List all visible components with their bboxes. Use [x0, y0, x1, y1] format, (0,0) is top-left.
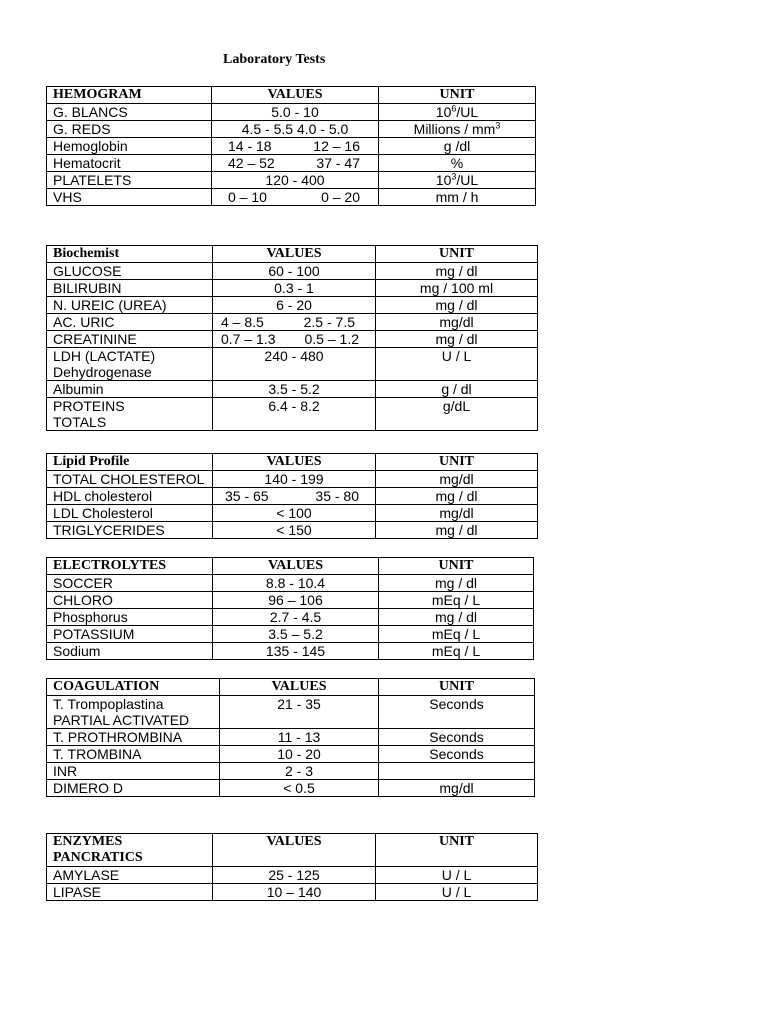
table-row	[47, 609, 534, 626]
test-name: Albumin	[47, 381, 213, 398]
col-header-values: VALUES	[213, 834, 376, 867]
table-row	[47, 746, 535, 763]
test-unit: $10^3/UL$	[379, 172, 536, 189]
test-value: 6.4 - 8.2	[213, 398, 376, 431]
col-header-unit: UNIT	[379, 87, 536, 104]
test-unit: mg / dl	[376, 488, 538, 505]
table-row	[47, 780, 535, 797]
test-name: G. REDS	[47, 121, 212, 138]
test-name: G. BLANCS	[47, 104, 212, 121]
table-header-row	[47, 834, 538, 867]
test-value: 2.7 - 4.5	[213, 609, 379, 626]
test-unit: mg/dl	[376, 314, 538, 331]
table-row	[47, 331, 538, 348]
test-name: LIPASE	[47, 884, 213, 901]
test-unit: mg / dl	[376, 331, 538, 348]
test-name: INR	[47, 763, 220, 780]
test-unit: g /dl	[379, 138, 536, 155]
test-name: PROTEINS TOTALS	[47, 398, 213, 431]
test-value: 140 - 199	[213, 471, 376, 488]
lipid-profile-table	[46, 453, 538, 539]
test-unit: %	[379, 155, 536, 172]
test-name: HDL cholesterol	[47, 488, 213, 505]
test-unit: mg/dl	[379, 780, 535, 797]
table-row	[47, 189, 536, 206]
test-unit	[379, 763, 535, 780]
test-name: T. PROTHROMBINA	[47, 729, 220, 746]
test-value: < 150	[213, 522, 376, 539]
test-unit: U / L	[376, 867, 538, 884]
test-value: 6 - 20	[213, 297, 376, 314]
col-header-unit: UNIT	[376, 454, 538, 471]
test-name: N. UREIC (UREA)	[47, 297, 213, 314]
table-row	[47, 522, 538, 539]
table-row	[47, 643, 534, 660]
test-name: Hemoglobin	[47, 138, 212, 155]
table-row	[47, 104, 536, 121]
test-unit: Millions / $mm^3$	[379, 121, 536, 138]
test-unit: mg / dl	[376, 297, 538, 314]
col-header-unit: UNIT	[379, 558, 534, 575]
col-header-values: VALUES	[220, 679, 379, 696]
table-row	[47, 763, 535, 780]
table-row	[47, 867, 538, 884]
test-value: 10 – 140	[213, 884, 376, 901]
table-header-row	[47, 246, 538, 263]
table-row	[47, 398, 538, 431]
test-unit: g / dl	[376, 381, 538, 398]
enzymes-table	[46, 833, 538, 901]
test-unit: mg / dl	[379, 575, 534, 592]
col-header-test: COAGULATION	[47, 679, 220, 696]
test-unit: mg / dl	[376, 522, 538, 539]
col-header-test: Biochemist	[47, 246, 213, 263]
table-row	[47, 575, 534, 592]
biochemistry-table	[46, 245, 538, 431]
table-row	[47, 696, 535, 729]
test-name: T. TROMBINA	[47, 746, 220, 763]
test-value: 25 - 125	[213, 867, 376, 884]
table-row	[47, 592, 534, 609]
test-unit: mg/dl	[376, 505, 538, 522]
test-value: 8.8 - 10.4	[213, 575, 379, 592]
test-value: 3.5 – 5.2	[213, 626, 379, 643]
test-value: 2 - 3	[220, 763, 379, 780]
table-row	[47, 121, 536, 138]
test-value: 42 – 52 37 - 47	[212, 155, 379, 172]
table-row	[47, 348, 538, 381]
col-header-unit: UNIT	[379, 679, 535, 696]
test-unit: mg/dl	[376, 471, 538, 488]
test-unit: mg / dl	[376, 263, 538, 280]
test-value: 120 - 400	[212, 172, 379, 189]
test-name: TOTAL CHOLESTEROL	[47, 471, 213, 488]
table-row	[47, 314, 538, 331]
table-header-row	[47, 454, 538, 471]
electrolytes-table	[46, 557, 534, 660]
test-unit: Seconds	[379, 696, 535, 729]
table-row	[47, 626, 534, 643]
test-name: Hematocrit	[47, 155, 212, 172]
test-name: Sodium	[47, 643, 213, 660]
test-name: T. Trompoplastina PARTIAL ACTIVATED	[47, 696, 220, 729]
test-unit: mEq / L	[379, 643, 534, 660]
test-value: 4 – 8.5 2.5 - 7.5	[213, 314, 376, 331]
test-value: 135 - 145	[213, 643, 379, 660]
table-header-row	[47, 679, 535, 696]
test-value: < 0.5	[220, 780, 379, 797]
col-header-test: Lipid Profile	[47, 454, 213, 471]
table-row	[47, 505, 538, 522]
coagulation-table	[46, 678, 535, 797]
col-header-test: HEMOGRAM	[47, 87, 212, 104]
test-name: BILIRUBIN	[47, 280, 213, 297]
test-name: PLATELETS	[47, 172, 212, 189]
hemogram-table	[46, 86, 536, 206]
test-name: POTASSIUM	[47, 626, 213, 643]
table-header-row	[47, 558, 534, 575]
test-unit: mm / h	[379, 189, 536, 206]
test-name: LDH (LACTATE) Dehydrogenase	[47, 348, 213, 381]
col-header-values: VALUES	[213, 558, 379, 575]
table-row	[47, 172, 536, 189]
test-value: 0.3 - 1	[213, 280, 376, 297]
col-header-values: VALUES	[212, 87, 379, 104]
test-unit: mEq / L	[379, 626, 534, 643]
col-header-values: VALUES	[213, 454, 376, 471]
test-name: AC. URIC	[47, 314, 213, 331]
test-name: CHLORO	[47, 592, 213, 609]
col-header-unit: UNIT	[376, 246, 538, 263]
test-value: 3.5 - 5.2	[213, 381, 376, 398]
test-unit: g/dL	[376, 398, 538, 431]
table-row	[47, 297, 538, 314]
test-unit: mg / dl	[379, 609, 534, 626]
col-header-values: VALUES	[213, 246, 376, 263]
test-value: 35 - 65 35 - 80	[213, 488, 376, 505]
col-header-unit: UNIT	[376, 834, 538, 867]
test-unit: mEq / L	[379, 592, 534, 609]
test-name: VHS	[47, 189, 212, 206]
table-row	[47, 263, 538, 280]
table-row	[47, 155, 536, 172]
table-row	[47, 471, 538, 488]
test-value: 60 - 100	[213, 263, 376, 280]
page-title: Laboratory Tests	[223, 52, 326, 67]
test-unit: $10^6/UL$	[379, 104, 536, 121]
table-row	[47, 884, 538, 901]
table-row	[47, 488, 538, 505]
test-unit: Seconds	[379, 729, 535, 746]
col-header-test: ENZYMES PANCRATICS	[47, 834, 213, 867]
test-value: 10 - 20	[220, 746, 379, 763]
test-name: SOCCER	[47, 575, 213, 592]
test-unit: U / L	[376, 348, 538, 381]
test-unit: mg / 100 ml	[376, 280, 538, 297]
table-row	[47, 138, 536, 155]
test-name: AMYLASE	[47, 867, 213, 884]
test-value: 0.7 – 1.3 0.5 – 1.2	[213, 331, 376, 348]
test-value: 96 – 106	[213, 592, 379, 609]
test-name: GLUCOSE	[47, 263, 213, 280]
table-header-row	[47, 87, 536, 104]
test-unit: U / L	[376, 884, 538, 901]
test-value: 5.0 - 10	[212, 104, 379, 121]
table-row	[47, 280, 538, 297]
table-row	[47, 381, 538, 398]
test-value: 21 - 35	[220, 696, 379, 729]
test-name: TRIGLYCERIDES	[47, 522, 213, 539]
test-value: 0 – 10 0 – 20	[212, 189, 379, 206]
test-value: 11 - 13	[220, 729, 379, 746]
col-header-test: ELECTROLYTES	[47, 558, 213, 575]
test-value: 4.5 - 5.5 4.0 - 5.0	[212, 121, 379, 138]
table-row	[47, 729, 535, 746]
test-name: CREATININE	[47, 331, 213, 348]
test-name: LDL Cholesterol	[47, 505, 213, 522]
test-name: DIMERO D	[47, 780, 220, 797]
test-value: 14 - 18 12 – 16	[212, 138, 379, 155]
test-value: 240 - 480	[213, 348, 376, 381]
test-value: < 100	[213, 505, 376, 522]
test-name: Phosphorus	[47, 609, 213, 626]
test-unit: Seconds	[379, 746, 535, 763]
